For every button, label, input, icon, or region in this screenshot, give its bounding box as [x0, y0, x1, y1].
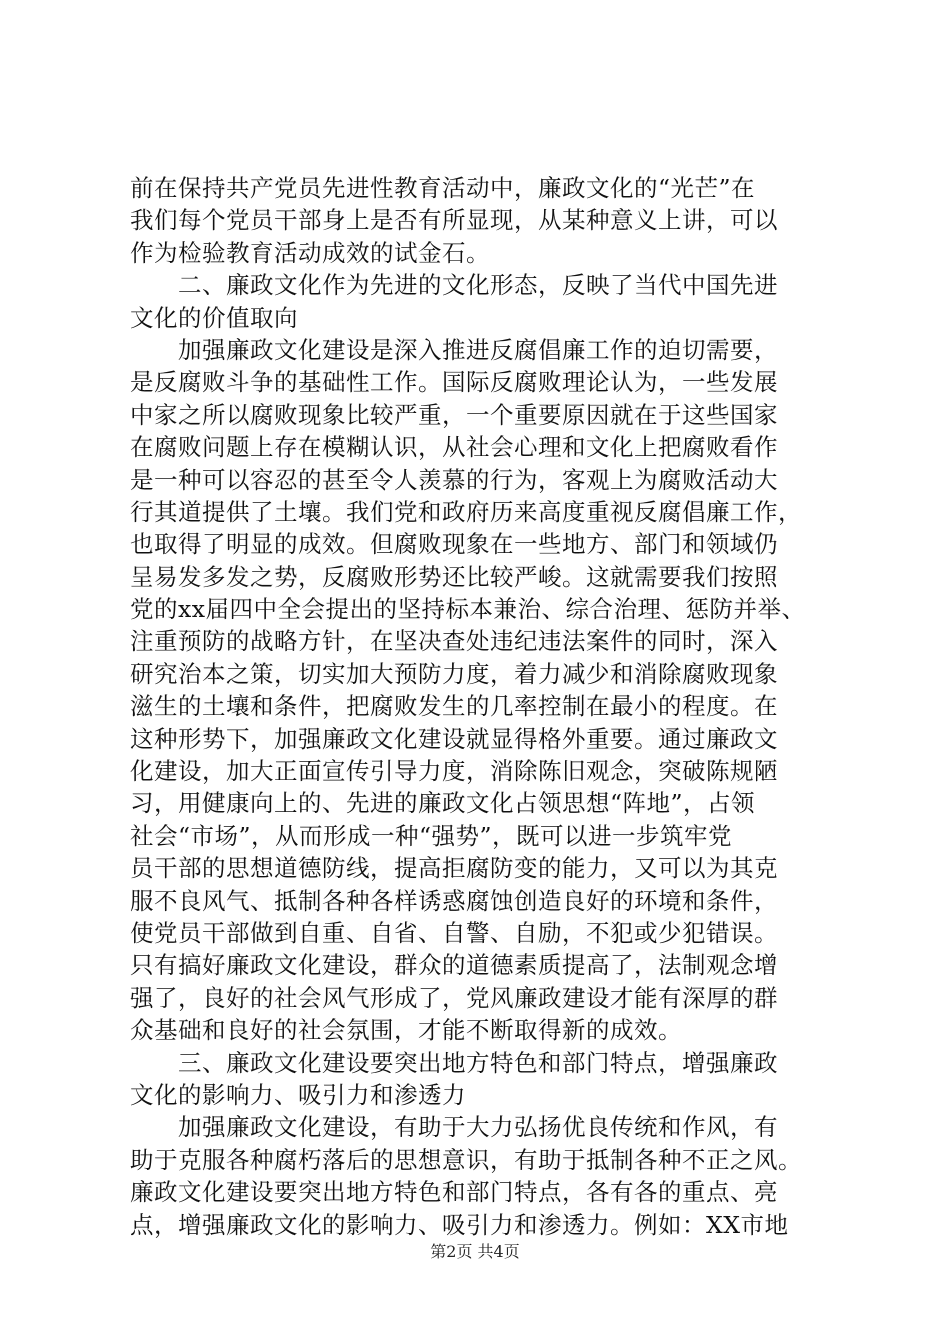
- text-line: 服不良风气、抵制各种各样诱惑腐蚀创造良好的环境和条件，: [130, 886, 778, 915]
- text-line: 社会“市场”，从而形成一种“强势”，既可以进一步筑牢党: [130, 821, 733, 850]
- text-line: 这种形势下，加强廉政文化建设就显得格外重要。通过廉政文: [130, 724, 778, 753]
- text-line: 是反腐败斗争的基础性工作。国际反腐败理论认为，一些发展: [130, 368, 778, 397]
- text-line: 也取得了明显的成效。但腐败现象在一些地方、部门和领域仍: [130, 530, 778, 559]
- text-line: 加强廉政文化建设是深入推进反腐倡廉工作的迫切需要，: [130, 335, 778, 364]
- text-line: 使党员干部做到自重、自省、自警、自励，不犯或少犯错误。: [130, 918, 778, 947]
- text-line: 中家之所以腐败现象比较严重，一个重要原因就在于这些国家: [130, 400, 778, 429]
- text-line: 在腐败问题上存在模糊认识，从社会心理和文化上把腐败看作: [130, 433, 778, 462]
- text-line: 助于克服各种腐朽落后的思想意识，有助于抵制各种不正之风。: [130, 1145, 802, 1174]
- text-line: 廉政文化建设要突出地方特色和部门特点，各有各的重点、亮: [130, 1178, 778, 1207]
- text-line: 加强廉政文化建设，有助于大力弘扬优良传统和作风，有: [130, 1113, 778, 1142]
- text-line: 研究治本之策，切实加大预防力度，着力减少和消除腐败现象: [130, 659, 778, 688]
- text-line: 滋生的土壤和条件，把腐败发生的几率控制在最小的程度。在: [130, 692, 778, 721]
- text-line: 呈易发多发之势，反腐败形势还比较严峻。这就需要我们按照: [130, 562, 778, 591]
- text-line: 党的xx届四中全会提出的坚持标本兼治、综合治理、惩防并举、: [130, 595, 806, 624]
- text-line: 注重预防的战略方针，在坚决查处违纪违法案件的同时，深入: [130, 627, 778, 656]
- text-line: 强了，良好的社会风气形成了，党风廉政建设才能有深厚的群: [130, 983, 778, 1012]
- text-line: 作为检验教育活动成效的试金石。: [130, 238, 490, 267]
- text-line: 众基础和良好的社会氛围，才能不断取得新的成效。: [130, 1016, 682, 1045]
- body-text: [130, 172, 850, 1241]
- text-line: 习，用健康向上的、先进的廉政文化占领思想“阵地”，占领: [130, 789, 756, 818]
- text-line: 文化的影响力、吸引力和渗透力: [130, 1080, 466, 1109]
- text-line: 文化的价值取向: [130, 303, 298, 332]
- text-line: 员干部的思想道德防线，提高拒腐防变的能力，又可以为其克: [130, 854, 778, 883]
- text-line: 是一种可以容忍的甚至令人羡慕的行为，客观上为腐败活动大: [130, 465, 778, 494]
- text-line: 点，增强廉政文化的影响力、吸引力和渗透力。例如：XX市地: [130, 1210, 789, 1239]
- page-footer: 第2页 共4页: [430, 1242, 520, 1261]
- text-line: 只有搞好廉政文化建设，群众的道德素质提高了，法制观念增: [130, 951, 778, 980]
- text-line: 二、廉政文化作为先进的文化形态，反映了当代中国先进: [130, 271, 778, 300]
- text-line: 我们每个党员干部身上是否有所显现，从某种意义上讲，可以: [130, 206, 778, 235]
- text-line: 化建设，加大正面宣传引导力度，消除陈旧观念，突破陈规陋: [130, 757, 778, 786]
- text-line: 前在保持共产党员先进性教育活动中，廉政文化的“光芒”在: [130, 174, 756, 202]
- text-line: 行其道提供了土壤。我们党和政府历来高度重视反腐倡廉工作，: [130, 497, 802, 526]
- text-line: 三、廉政文化建设要突出地方特色和部门特点，增强廉政: [130, 1048, 778, 1077]
